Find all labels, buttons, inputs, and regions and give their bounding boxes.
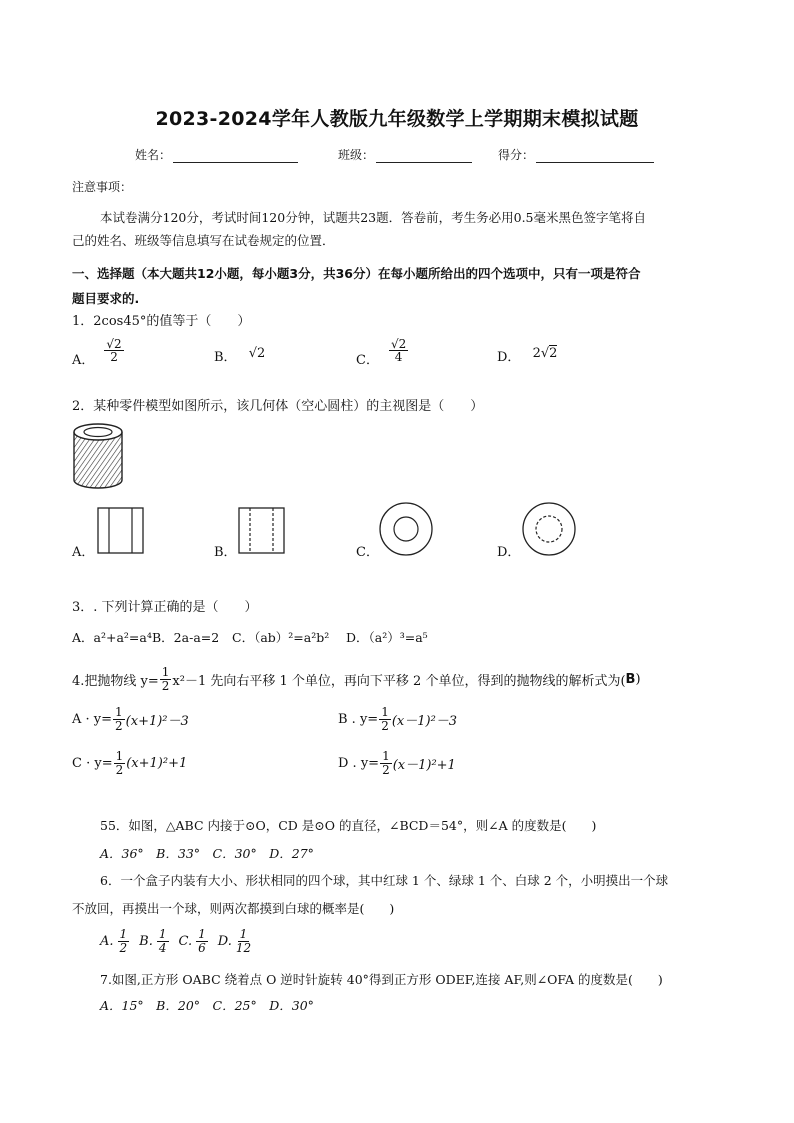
q6-d-den: 12 [235, 940, 252, 955]
q1-d-value: 2√2 [532, 346, 558, 361]
q4-a-half-den: 2 [115, 718, 123, 733]
notice-heading: 注意事项： [72, 180, 133, 194]
q4-half [160, 666, 172, 692]
q2-option-a-figure [97, 507, 145, 555]
q1-label-c: C． [356, 353, 379, 368]
question-7-stem: 7.如图,正方形 OABC 绕着点 O 逆时针旋转 40°得到正方形 ODEF,连接 AF,则∠OFA 的度数是( ) [100, 972, 663, 987]
q4-half-num: 1 [161, 665, 170, 679]
q4-option-c [72, 750, 187, 776]
question-4-stem [72, 666, 641, 692]
q3-option-d: D．（a²）³=a⁵ [346, 630, 428, 645]
q4-answer: B [625, 671, 636, 687]
q4-b-half-den: 2 [381, 718, 389, 733]
q4-c-label: C · y= [72, 755, 113, 771]
q2-label-a: A． [72, 545, 95, 560]
q6-c-label: C. [178, 933, 193, 949]
q4-c-half-num: 1 [115, 749, 124, 763]
q4-b-label: B . y= [338, 711, 379, 727]
q4-a-rest: (x+1)²－3 [125, 713, 189, 729]
q6-d-label: D. [217, 933, 232, 949]
score-blank[interactable] [536, 149, 654, 163]
q6-b-den: 4 [158, 940, 167, 955]
section-heading-2: 题目要求的. [72, 291, 140, 306]
q6-b-fraction [157, 928, 169, 954]
q1-option-a [72, 328, 125, 368]
question-1-stem: 1．2cos45°的值等于（ ） [72, 314, 251, 329]
q3-option-b: B．2a-a=2 [152, 630, 220, 645]
name-field [135, 146, 298, 163]
q4-a-half [113, 706, 125, 732]
q3-option-c: C．（ab）²=a²b² [232, 630, 330, 645]
q1-c-den: 4 [394, 350, 403, 365]
q4-d-label: D . y= [338, 755, 380, 771]
q1-a-num: √2 [106, 336, 122, 351]
q6-b-label: B. [139, 933, 153, 949]
page-title: 2023-2024学年人教版九年级数学上学期期末模拟试题 [155, 108, 639, 130]
q6-c-fraction [196, 928, 208, 954]
q1-c-num: √2 [390, 336, 407, 351]
q6-b-num: 1 [158, 927, 167, 941]
class-label: 班级： [338, 148, 375, 162]
q2-option-d-figure [521, 501, 577, 557]
q6-c-den: 6 [198, 940, 206, 955]
q6-a-den: 2 [119, 940, 128, 955]
q4-d-rest: (x－1)²+1 [392, 757, 456, 773]
q1-d-radicand: 2 [549, 346, 558, 361]
class-blank[interactable] [376, 149, 472, 163]
q6-a-fraction [118, 928, 130, 954]
q1-option-c [356, 328, 409, 368]
q4-half-den: 2 [161, 678, 170, 693]
q1-option-b [214, 346, 265, 365]
notice-line-2: 己的姓名、班级等信息填写在试卷规定的位置． [72, 233, 335, 248]
q1-label-a: A． [72, 353, 95, 368]
q4-stem-pre: 4.把抛物线 y= [72, 673, 159, 689]
q1-c-fraction [389, 338, 408, 364]
q4-d-half [380, 750, 392, 776]
q2-label-c: C． [356, 545, 379, 560]
q2-option-b-figure [238, 507, 286, 555]
q4-option-d [338, 750, 456, 776]
q6-options [100, 928, 252, 954]
q6-a-label: A. [100, 933, 114, 949]
q6-c-num: 1 [198, 927, 206, 941]
notice-line-1: 本试卷满分120分，考试时间120分钟，试题共23题．答卷前，考生务必用0.5毫米黑色签字笔将自 [100, 210, 647, 225]
q1-label-b: B． [214, 350, 237, 365]
q2-label-b: B． [214, 545, 237, 560]
q4-d-half-den: 2 [382, 762, 390, 777]
q6-a-num: 1 [119, 927, 128, 941]
q6-d-num: 1 [239, 927, 248, 941]
question-6-line-1: 6．一个盒子内装有大小、形状相同的四个球，其中红球 1 个、绿球 1 个、白球 2 个，小明摸出一个球 [100, 873, 669, 888]
name-blank[interactable] [173, 149, 298, 163]
question-3-stem: 3．. 下列计算正确的是（ ） [72, 600, 258, 615]
q5-options: A．36° B．33° C．30° D．27° [100, 846, 314, 861]
section-heading-1: 一、选择题（本大题共12小题，每小题3分，共36分）在每小题所给出的四个选项中，只有一项是符合 [72, 266, 641, 281]
q1-a-fraction [104, 338, 123, 364]
score-label: 得分： [498, 148, 535, 162]
q4-c-half-den: 2 [115, 762, 124, 777]
hollow-cylinder-figure [70, 418, 126, 494]
q3-option-a: A．a²+a²=a⁴ [72, 630, 152, 645]
q2-label-d: D． [497, 545, 521, 560]
q4-b-rest: (x－1)²－3 [391, 713, 458, 729]
q4-option-b [338, 706, 457, 732]
q4-close: ) [635, 671, 641, 687]
question-5-stem: 55．如图，△ABC 内接于⊙O，CD 是⊙O 的直径，∠BCD＝54°，则∠A 的度数是( ) [100, 818, 597, 833]
q2-option-c-figure [378, 501, 434, 557]
q4-d-half-num: 1 [382, 749, 390, 763]
q4-stem-post: x²－1 先向右平移 1 个单位，再向下平移 2 个单位，得到的抛物线的解析式为( [172, 673, 626, 689]
name-label: 姓名： [135, 148, 172, 162]
class-field [338, 146, 472, 163]
q4-option-a [72, 706, 189, 732]
q1-d-coef: 2 [532, 346, 541, 361]
q7-options: A．15° B．20° C．25° D．30° [100, 998, 314, 1013]
q4-c-half [114, 750, 126, 776]
q1-b-value: √2 [248, 346, 266, 361]
score-field [498, 146, 654, 163]
q4-b-half [379, 706, 391, 732]
q1-option-d [497, 346, 557, 365]
q4-a-half-num: 1 [115, 705, 123, 719]
q1-label-d: D． [497, 350, 521, 365]
question-6-line-2: 不放回，再摸出一个球，则两次都摸到白球的概率是( ) [72, 901, 395, 916]
q4-a-label: A · y= [72, 711, 113, 727]
question-2-stem: 2．某种零件模型如图所示，该几何体（空心圆柱）的主视图是（ ） [72, 399, 484, 414]
q4-c-rest: (x+1)²+1 [126, 755, 188, 771]
q1-a-den: 2 [110, 350, 118, 365]
q4-b-half-num: 1 [381, 705, 389, 719]
q6-d-fraction [236, 928, 251, 954]
